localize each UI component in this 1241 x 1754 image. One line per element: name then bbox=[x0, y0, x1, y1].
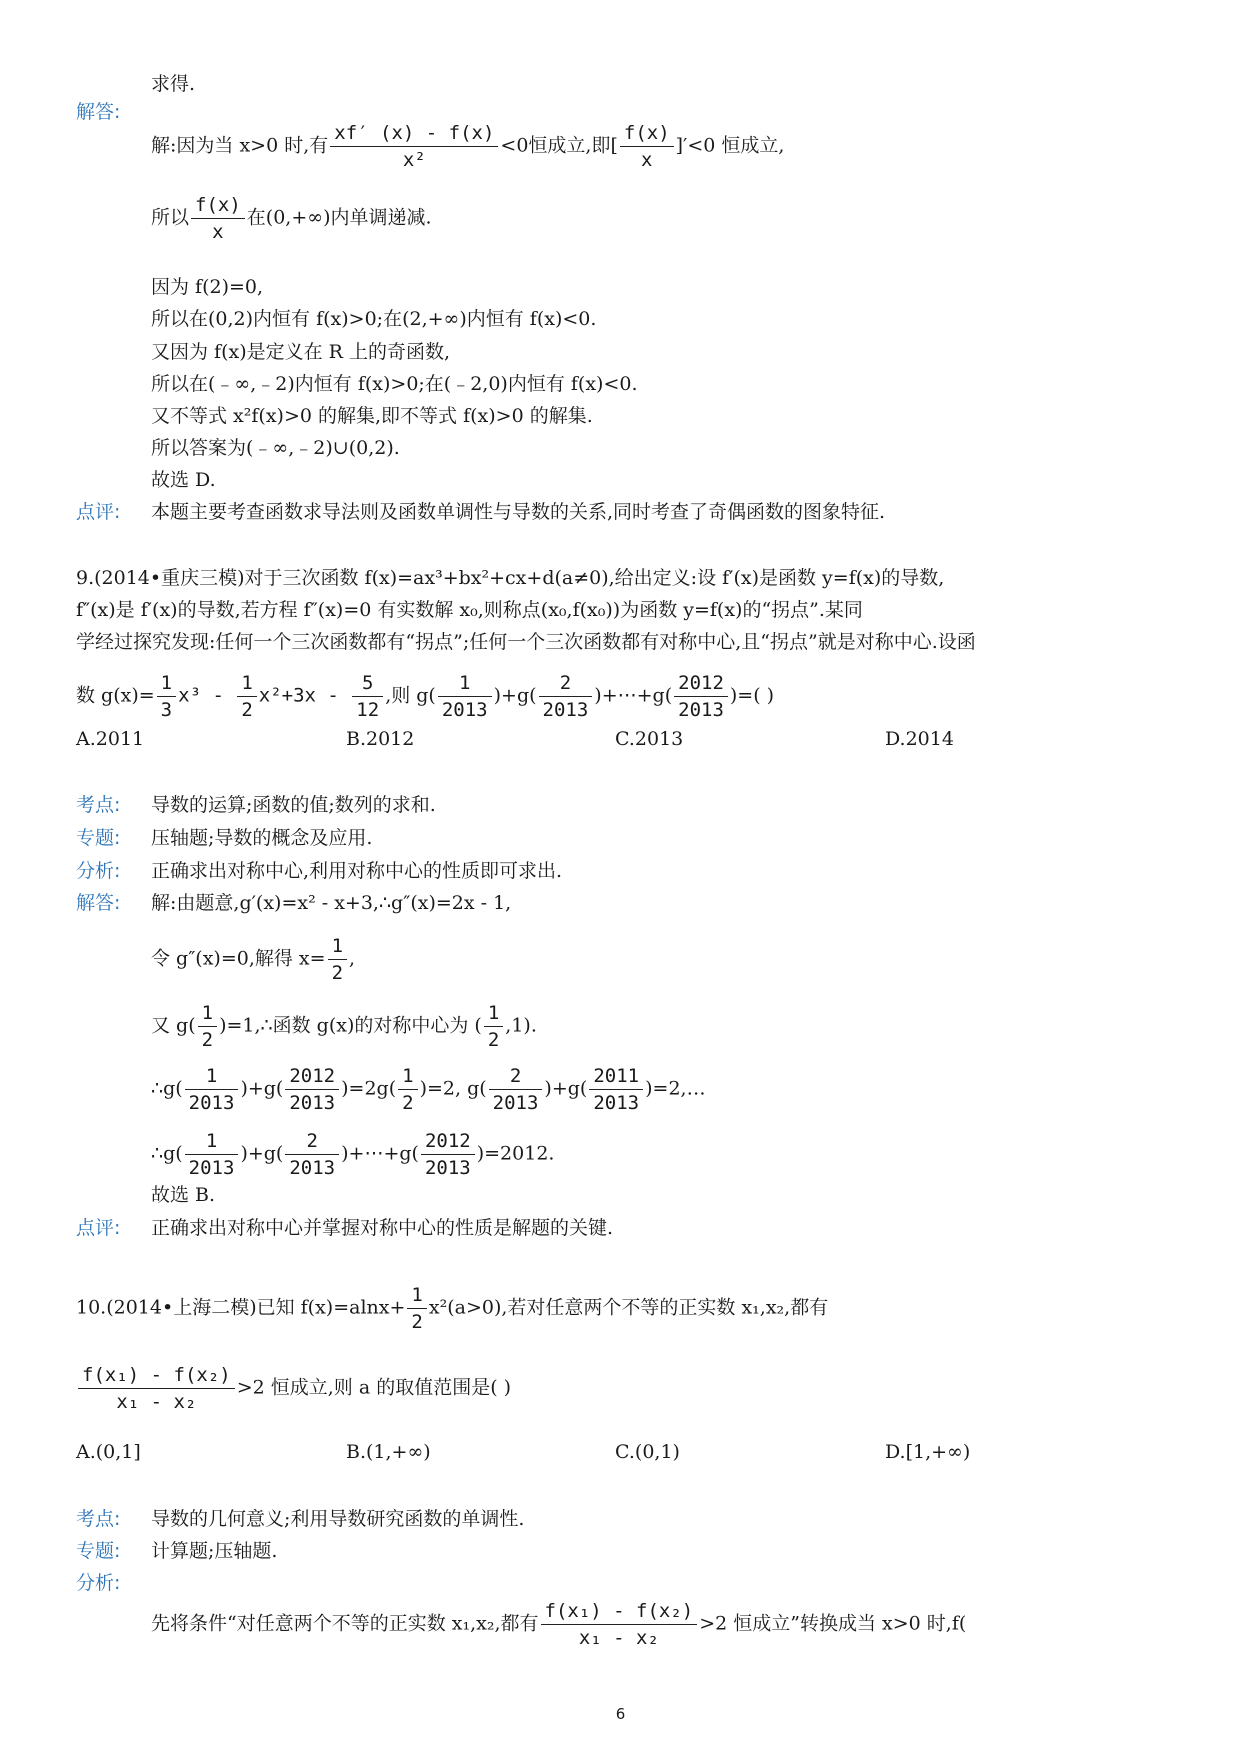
text: )+g( bbox=[240, 1142, 284, 1165]
numerator: 1 bbox=[237, 670, 256, 697]
numerator: 1 bbox=[398, 1063, 417, 1090]
comment-label: 点评: bbox=[76, 1217, 121, 1239]
text: 先将条件“对任意两个不等的正实数 x₁,x₂,都有 bbox=[151, 1612, 539, 1635]
denominator: 12 bbox=[356, 699, 380, 721]
fraction bbox=[620, 120, 674, 173]
q9-answer-1: 解:由题意,g′(x)=x² - x+3,∴g″(x)=2x - 1, bbox=[151, 892, 512, 914]
q8-line-9: 故选 D. bbox=[151, 469, 216, 491]
text: )+⋯+g( bbox=[594, 684, 673, 707]
denominator: 2013 bbox=[188, 1157, 235, 1179]
text: )=( ) bbox=[729, 684, 775, 707]
q8-line-2 bbox=[151, 192, 432, 245]
text: )=2,… bbox=[645, 1077, 706, 1100]
text: )+⋯+g( bbox=[341, 1142, 419, 1165]
denominator: 2013 bbox=[289, 1092, 336, 1114]
text: )=2g( bbox=[341, 1077, 397, 1100]
fraction bbox=[352, 670, 383, 723]
text: >2 恒成立”转换成当 x>0 时,f( bbox=[699, 1612, 967, 1635]
numerator: 5 bbox=[352, 670, 383, 697]
denominator: 2 bbox=[201, 1029, 214, 1051]
special-label: 专题: bbox=[76, 827, 121, 849]
text: )=1,∴函数 g(x)的对称中心为 ( bbox=[219, 1014, 482, 1037]
text: >2 恒成立,则 a 的取值范围是( ) bbox=[236, 1376, 512, 1399]
numerator: 1 bbox=[157, 670, 176, 697]
numerator: 2012 bbox=[421, 1128, 475, 1155]
text: ∴g( bbox=[151, 1077, 183, 1100]
text: <0恒成立,即[ bbox=[500, 134, 618, 157]
numerator: 1 bbox=[328, 933, 347, 960]
q8-line-4: 所以在(0,2)内恒有 f(x)>0;在(2,+∞)内恒有 f(x)<0. bbox=[151, 308, 597, 330]
denominator: x₁ - x₂ bbox=[116, 1391, 197, 1413]
denominator: x₁ - x₂ bbox=[578, 1627, 659, 1649]
numerator: 1 bbox=[407, 1282, 426, 1309]
denominator: 2 bbox=[241, 699, 253, 721]
q9-analysis: 正确求出对称中心,利用对称中心的性质即可求出. bbox=[151, 860, 563, 882]
text: 所以 bbox=[151, 206, 190, 229]
numerator: xf′ (x) - f(x) bbox=[330, 120, 498, 147]
fraction bbox=[438, 670, 492, 723]
q9-option-c: C.2013 bbox=[615, 728, 684, 750]
denominator: 2 bbox=[331, 962, 344, 984]
denominator: 2013 bbox=[441, 699, 488, 721]
denominator: x² bbox=[402, 149, 426, 171]
numerator: 2011 bbox=[589, 1063, 643, 1090]
text-line: 求得. bbox=[151, 73, 196, 95]
numerator: 1 bbox=[438, 670, 492, 697]
comment-label: 点评: bbox=[76, 501, 121, 523]
q8-line-1 bbox=[151, 120, 784, 173]
text: ,则 g( bbox=[385, 684, 436, 707]
q10-option-a: A.(0,1] bbox=[76, 1441, 141, 1463]
q9-stem-1: 9.(2014•重庆三模)对于三次函数 f(x)=ax³+bx²+cx+d(a≠0),给出定义:设 f′(x)是函数 y=f(x)的导数, bbox=[76, 567, 945, 589]
text: )+g( bbox=[240, 1077, 284, 1100]
q8-line-6: 所以在(﹣∞,﹣2)内恒有 f(x)>0;在(﹣2,0)内恒有 f(x)<0. bbox=[151, 373, 638, 395]
text: 10.(2014•上海二模)已知 f(x)=alnx+ bbox=[76, 1296, 406, 1319]
fraction bbox=[541, 1598, 698, 1651]
answer-label: 解答: bbox=[76, 101, 121, 123]
q8-line-5: 又因为 f(x)是定义在 R 上的奇函数, bbox=[151, 341, 451, 363]
q9-option-a: A.2011 bbox=[76, 728, 145, 750]
text: x³ - bbox=[178, 684, 236, 707]
text: )=2, g( bbox=[419, 1077, 487, 1100]
analysis-label: 分析: bbox=[76, 860, 121, 882]
text: , bbox=[349, 947, 356, 970]
text: 在(0,+∞)内单调递减. bbox=[246, 206, 432, 229]
denominator: x bbox=[641, 149, 653, 171]
denominator: 3 bbox=[160, 699, 173, 721]
numerator: f(x₁) - f(x₂) bbox=[78, 1362, 235, 1389]
q10-special: 计算题;压轴题. bbox=[151, 1540, 278, 1562]
numerator: f(x) bbox=[191, 192, 245, 219]
fraction bbox=[407, 1282, 426, 1335]
q9-answer-3 bbox=[151, 1000, 537, 1053]
numerator: 2012 bbox=[674, 670, 728, 697]
text: 又 g( bbox=[151, 1014, 196, 1037]
q9-answer-2 bbox=[151, 933, 355, 986]
numerator: 2 bbox=[489, 1063, 543, 1090]
denominator: 2013 bbox=[289, 1157, 336, 1179]
fraction bbox=[489, 1063, 543, 1116]
fraction bbox=[157, 670, 176, 723]
q9-comment: 正确求出对称中心并掌握对称中心的性质是解题的关键. bbox=[151, 1217, 614, 1239]
fraction bbox=[285, 1063, 339, 1116]
text: ]′<0 恒成立, bbox=[675, 134, 785, 157]
denominator: 2013 bbox=[188, 1092, 235, 1114]
q10-option-d: D.[1,+∞) bbox=[885, 1441, 971, 1463]
denominator: 2 bbox=[402, 1092, 414, 1114]
fraction bbox=[484, 1000, 503, 1053]
q10-option-c: C.(0,1) bbox=[615, 1441, 680, 1463]
fraction bbox=[674, 670, 728, 723]
answer-label: 解答: bbox=[76, 892, 121, 914]
denominator: 2013 bbox=[542, 699, 589, 721]
q8-line-8: 所以答案为(﹣∞,﹣2)∪(0,2). bbox=[151, 437, 400, 459]
denominator: 2 bbox=[411, 1311, 423, 1333]
q9-answer-6: 故选 B. bbox=[151, 1184, 216, 1206]
q8-line-7: 又不等式 x²f(x)>0 的解集,即不等式 f(x)>0 的解集. bbox=[151, 405, 593, 427]
analysis-label: 分析: bbox=[76, 1572, 121, 1594]
fraction bbox=[191, 192, 245, 245]
numerator: f(x₁) - f(x₂) bbox=[541, 1598, 698, 1625]
text: 令 g″(x)=0,解得 x= bbox=[151, 947, 326, 970]
fraction bbox=[330, 120, 498, 173]
q8-comment: 本题主要考查函数求导法则及函数单调性与导数的关系,同时考查了奇偶函数的图象特征. bbox=[151, 501, 886, 523]
denominator: 2013 bbox=[424, 1157, 471, 1179]
q9-answer-5 bbox=[151, 1128, 554, 1181]
q10-option-b: B.(1,+∞) bbox=[346, 1441, 431, 1463]
text: )+g( bbox=[544, 1077, 588, 1100]
text: ,1). bbox=[505, 1014, 537, 1037]
fraction bbox=[398, 1063, 417, 1116]
fraction bbox=[421, 1128, 475, 1181]
fraction bbox=[78, 1362, 235, 1415]
special-label: 专题: bbox=[76, 1540, 121, 1562]
q9-stem-3: 学经过探究发现:任何一个三次函数都有“拐点”;任何一个三次函数都有对称中心,且“拐点”就是对称中心.设函 bbox=[76, 631, 976, 653]
numerator: 1 bbox=[185, 1128, 239, 1155]
q9-topic: 导数的运算;函数的值;数列的求和. bbox=[151, 794, 436, 816]
numerator: f(x) bbox=[620, 120, 674, 147]
q9-stem-4 bbox=[76, 670, 774, 723]
topic-label: 考点: bbox=[76, 1508, 121, 1530]
q10-stem-1 bbox=[76, 1282, 828, 1335]
fraction bbox=[237, 670, 256, 723]
numerator: 1 bbox=[198, 1000, 217, 1027]
topic-label: 考点: bbox=[76, 794, 121, 816]
fraction bbox=[198, 1000, 217, 1053]
q10-topic: 导数的几何意义;利用导数研究函数的单调性. bbox=[151, 1508, 525, 1530]
q8-line-3: 因为 f(2)=0, bbox=[151, 276, 264, 298]
fraction bbox=[285, 1128, 339, 1181]
numerator: 2012 bbox=[285, 1063, 339, 1090]
q9-special: 压轴题;导数的概念及应用. bbox=[151, 827, 373, 849]
q9-option-b: B.2012 bbox=[346, 728, 415, 750]
text: ∴g( bbox=[151, 1142, 183, 1165]
text: 解:因为当 x>0 时,有 bbox=[151, 134, 329, 157]
text: x²(a>0),若对任意两个不等的正实数 x₁,x₂,都有 bbox=[428, 1296, 829, 1319]
numerator: 2 bbox=[539, 670, 593, 697]
fraction bbox=[589, 1063, 643, 1116]
denominator: 2013 bbox=[593, 1092, 640, 1114]
fraction bbox=[539, 670, 593, 723]
denominator: 2 bbox=[487, 1029, 500, 1051]
q10-stem-2 bbox=[76, 1362, 511, 1415]
text: x²+3x - bbox=[258, 684, 351, 707]
text: )=2012. bbox=[476, 1142, 555, 1165]
numerator: 1 bbox=[484, 1000, 503, 1027]
text: 数 g(x)= bbox=[76, 684, 155, 707]
numerator: 2 bbox=[285, 1128, 339, 1155]
q10-analysis-1 bbox=[151, 1598, 966, 1651]
fraction bbox=[185, 1063, 239, 1116]
text: )+g( bbox=[493, 684, 537, 707]
q9-stem-2: f″(x)是 f′(x)的导数,若方程 f″(x)=0 有实数解 x₀,则称点(x₀,f(x₀))为函数 y=f(x)的“拐点”.某同 bbox=[76, 599, 863, 621]
q9-answer-4 bbox=[151, 1063, 706, 1116]
fraction bbox=[328, 933, 347, 986]
fraction bbox=[185, 1128, 239, 1181]
q9-option-d: D.2014 bbox=[885, 728, 954, 750]
denominator: 2013 bbox=[492, 1092, 539, 1114]
denominator: x bbox=[212, 221, 224, 243]
denominator: 2013 bbox=[678, 699, 724, 721]
page-number: 6 bbox=[615, 1705, 626, 1723]
numerator: 1 bbox=[185, 1063, 239, 1090]
